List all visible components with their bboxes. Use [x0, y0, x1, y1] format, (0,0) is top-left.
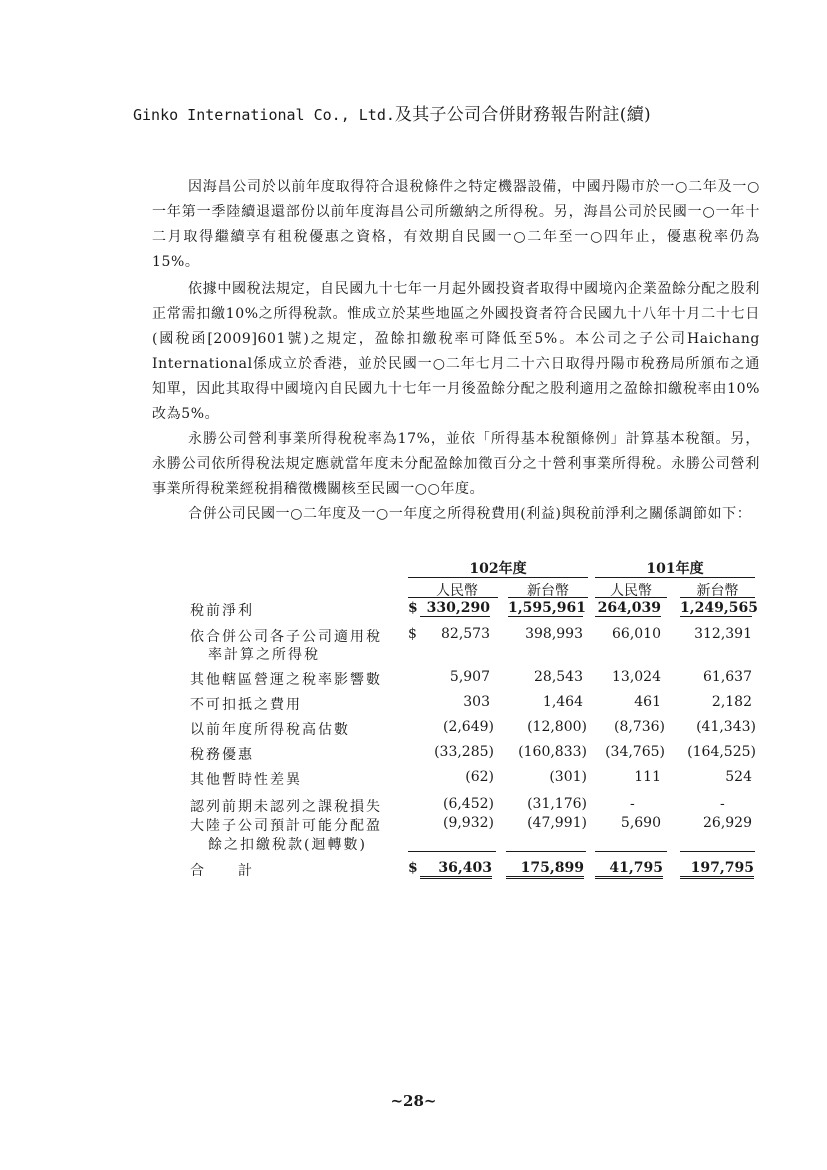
row-label: 其他轄區營運之稅率影響數	[190, 672, 382, 688]
value-cell: -	[720, 796, 725, 812]
value-cell: (62)	[465, 769, 494, 785]
row-label: 大陸子公司預計可能分配盈	[190, 818, 382, 834]
value-cell: (41,343)	[696, 719, 756, 735]
value-cell: -	[630, 796, 635, 812]
header-rule	[680, 597, 755, 598]
currency-header-ntd: 新台幣	[527, 583, 569, 599]
year-header-101: 101年度	[646, 561, 704, 577]
subtotal-rule	[595, 851, 667, 852]
row-label: 稅前淨利	[190, 603, 254, 619]
value-cell: 1,595,961	[508, 600, 586, 616]
currency-header-ntd: 新台幣	[696, 583, 739, 599]
value-cell: (8,736)	[613, 719, 665, 735]
row-label: 稅務優惠	[190, 747, 254, 763]
header-rule	[595, 597, 667, 598]
currency-header-rmb: 人民幣	[610, 583, 652, 599]
year-header-rule	[408, 577, 588, 578]
paragraph-yongsheng-tax: 永勝公司營利事業所得稅稅率為17%，並依「所得基本稅額條例」計算基本稅額。另，永勝公司依所得稅法規定應就當年度未分配盈餘加徵百分之十營利事業所得稅。永勝公司營利事業所得稅業經稅捐稽徵機關核至民國一○○年度。	[152, 431, 760, 497]
subtotal-rule	[680, 851, 755, 852]
value-cell: (9,932)	[442, 815, 494, 831]
row-label: 認列前期未認列之課稅損失	[190, 799, 382, 815]
value-cell: (160,833)	[518, 744, 587, 760]
total-value: 36,403	[420, 860, 492, 879]
tax-reconciliation-table	[150, 558, 760, 888]
year-header-102: 102年度	[469, 561, 527, 577]
header-rule	[508, 597, 588, 598]
value-cell: (33,285)	[434, 744, 494, 760]
year-header-rule	[595, 577, 755, 578]
dollar-sign: $	[408, 860, 418, 876]
value-cell: 303	[463, 694, 490, 710]
value-cell: 461	[634, 694, 661, 710]
value-cell: (164,525)	[687, 744, 756, 760]
value-cell: 1,249,565	[680, 600, 758, 616]
paragraph-reconciliation-intro: 合併公司民國一○二年度及一○一年度之所得稅費用(利益)與稅前淨利之關係調節如下：	[188, 506, 752, 522]
value-cell: 13,024	[612, 669, 661, 685]
value-cell: 111	[634, 769, 661, 785]
value-cell: 524	[725, 769, 752, 785]
value-cell: (301)	[549, 769, 587, 785]
report-title-zh: 及其子公司合併財務報告附註(續)	[394, 105, 651, 125]
paragraph-haichang-tax-refund: 因海昌公司於以前年度取得符合退稅條件之特定機器設備，中國丹陽市於一○二年及一○一年第一季陸續退還部份以前年度海昌公司所繳納之所得稅。另，海昌公司於民國一○一年十二月取得繼續享有租稅優惠之資格，有效期自民國一○二年至一○四年止，優惠稅率仍為15%。	[152, 179, 760, 270]
currency-header-rmb: 人民幣	[436, 583, 478, 599]
page-number: ~28~	[390, 1092, 437, 1110]
total-value: 175,899	[506, 860, 584, 879]
value-cell: 26,929	[703, 815, 752, 831]
total-value: 197,795	[680, 860, 754, 879]
value-cell: 5,907	[449, 669, 490, 685]
value-cell: 1,464	[542, 694, 583, 710]
value-cell: 330,290	[420, 600, 490, 617]
dollar-sign: $	[408, 626, 417, 642]
value-cell: 5,690	[620, 815, 661, 831]
value-cell: (47,991)	[527, 815, 587, 831]
report-header	[133, 100, 651, 125]
value-cell: (12,800)	[527, 719, 587, 735]
paragraph-withholding-tax: 依據中國稅法規定，自民國九十七年一月起外國投資者取得中國境內企業盈餘分配之股利正常需扣繳10%之所得稅款。惟成立於某些地區之外國投資者符合民國九十八年十月二十七日(國稅函[2009]601號)之規定，盈餘扣繳稅率可降低至5%。本公司之子公司Haichang International係成立於香港，並於民國一○二年七月二十六日取得丹陽市稅務局所頒布之通知單，因此其取得中國境內自民國九十七年一月後盈餘分配之股利適用之盈餘扣繳稅率由10%改為5%。	[152, 281, 760, 422]
dollar-sign: $	[408, 600, 418, 616]
row-label: 不可扣抵之費用	[190, 697, 302, 713]
value-cell: (6,452)	[442, 796, 494, 812]
row-label-continued: 餘之扣繳稅款(迴轉數)	[208, 837, 367, 853]
value-cell: 264,039	[595, 600, 661, 617]
header-rule	[408, 597, 498, 598]
value-cell: 398,993	[525, 626, 583, 642]
row-label: 其他暫時性差異	[190, 772, 302, 788]
subtotal-rule	[408, 851, 496, 852]
value-cell: 312,391	[694, 626, 752, 642]
value-cell: (34,765)	[605, 744, 665, 760]
row-label: 以前年度所得稅高估數	[190, 722, 350, 738]
row-label: 依合併公司各子公司適用稅	[190, 629, 382, 645]
total-value: 41,795	[595, 860, 663, 879]
row-label-continued: 率計算之所得稅	[208, 647, 320, 663]
company-name-en: Ginko International Co., Ltd.	[133, 106, 395, 124]
subtotal-rule	[506, 851, 586, 852]
value-cell: (2,649)	[442, 719, 494, 735]
value-cell: 61,637	[703, 669, 752, 685]
total-label: 合 計	[190, 863, 254, 879]
value-cell: 66,010	[612, 626, 661, 642]
value-cell: 82,573	[441, 626, 490, 642]
value-cell: 28,543	[534, 669, 583, 685]
value-cell: 2,182	[711, 694, 752, 710]
value-cell: (31,176)	[527, 796, 587, 812]
